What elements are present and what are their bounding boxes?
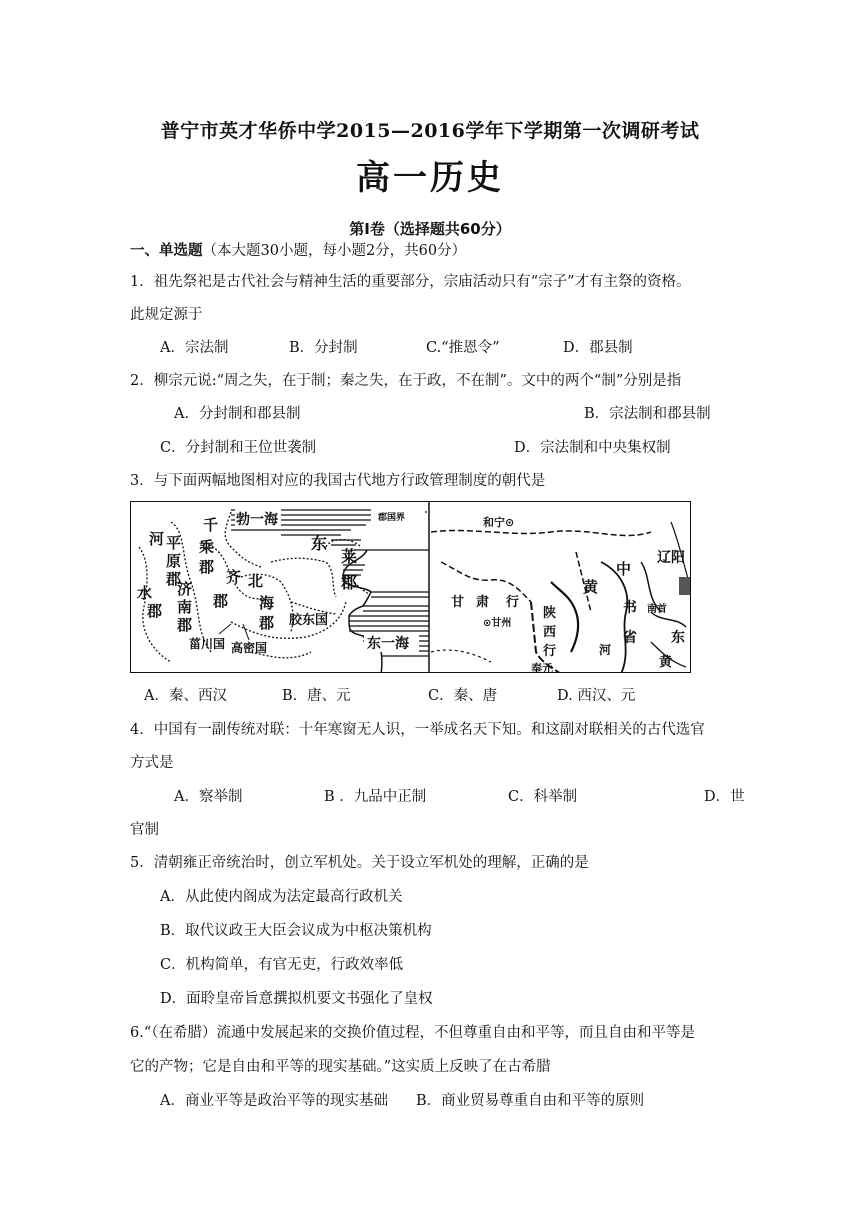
q1-option-a: A．宗法制 xyxy=(160,340,229,356)
map-left-lai: 莱 xyxy=(341,547,358,566)
q4-stem-line1: 4．中国有一副传统对联：十年寒窗无人识，一举成名天下知。和这副对联相关的古代选官 xyxy=(130,722,705,738)
q4-stem-line2: 方式是 xyxy=(130,755,174,771)
q4-option-d-cont: 官制 xyxy=(130,822,159,838)
map-right-shaanxi-1: 陕 xyxy=(543,606,557,621)
part1-heading: 一、单选题 xyxy=(130,242,203,259)
map-left-jiaodong: 胶东国 xyxy=(289,613,329,628)
map-right-huang: 黄 xyxy=(583,578,599,596)
q3-option-c: C．秦、唐 xyxy=(428,688,498,704)
map-right-shaanxi-3: 行 xyxy=(543,644,557,659)
map-right-liaoyang: 辽阳 xyxy=(657,550,685,566)
q2-option-b: B．宗法制和郡县制 xyxy=(584,406,711,422)
section-title: 第Ⅰ卷（选择题共60分） xyxy=(349,220,511,238)
part1-instructions: （本大题30小题，每小题2分，共60分） xyxy=(202,243,467,259)
map-left-lai-jun: 郡 xyxy=(341,573,358,592)
q2-option-a: A．分封制和郡县制 xyxy=(174,406,301,422)
q5-stem: 5．清朝雍正帝统治时，创立军机处。关于设立军机处的理解，正确的是 xyxy=(130,855,589,871)
map-left-hai-jun: 郡 xyxy=(259,614,275,632)
q1-option-d: D．郡县制 xyxy=(563,340,633,356)
q6-option-a: A．商业平等是政治平等的现实基础 xyxy=(160,1093,388,1109)
q4-option-c: C．科举制 xyxy=(508,789,578,805)
q4-option-a: A．察举制 xyxy=(174,789,243,805)
map-right-gansu-3: 行 xyxy=(506,595,520,610)
map-right-sheng: 省 xyxy=(623,630,637,646)
map-left-donghai: 东一海 xyxy=(367,636,409,652)
map-left-nan: 南 xyxy=(177,598,193,616)
school-title: 普宁市英才华侨中学2015—2016学年下学期第一次调研考试 xyxy=(160,120,700,142)
map-right-gansu-1: 甘 xyxy=(451,595,465,610)
map-right-heining: 和宁⊙ xyxy=(483,516,515,529)
map-left-ji: 济 xyxy=(177,580,193,598)
q3-maps xyxy=(130,501,691,673)
q1-stem-line2: 此规定源于 xyxy=(130,307,203,323)
map-left-shui-jun: 郡 xyxy=(147,602,163,620)
map-right-zhong: 中 xyxy=(616,560,632,578)
map-right-ganzhou: ⊙甘州 xyxy=(483,618,512,629)
map-left-bei: 北 xyxy=(248,572,264,590)
q3-option-d: D. 西汉、元 xyxy=(557,688,636,704)
map-left-yuan: 原 xyxy=(166,552,182,570)
map-right xyxy=(431,522,689,673)
map-svg xyxy=(131,502,691,673)
q2-stem: 2．柳宗元说:“周之失，在于制；秦之失，在于政，不在制”。文中的两个“制”分别是指 xyxy=(130,373,682,389)
map-left-border-legend: 郡国界 xyxy=(378,513,406,523)
q3-stem: 3．与下面两幅地图相对应的我国古代地方行政管理制度的朝代是 xyxy=(130,473,546,489)
subject-title: 高一历史 xyxy=(356,158,504,198)
map-left-bohai: 勃一海 xyxy=(236,512,278,528)
q4-option-b: B ．九品中正制 xyxy=(324,789,427,805)
map-left-qi: 齐 xyxy=(226,568,242,586)
q5-option-b: B．取代议政王大臣会议成为中枢决策机构 xyxy=(160,923,432,939)
map-right-nanbian: 南首 xyxy=(647,604,667,615)
map-right-fengyuan: 奉元 xyxy=(531,662,553,674)
q5-option-a: A．从此使内阁成为法定最高行政机关 xyxy=(160,889,403,905)
map-left-qi-jun: 郡 xyxy=(213,592,229,610)
map-left-cheng: 乘 xyxy=(199,538,215,556)
map-right-gansu-2: 肃 xyxy=(476,595,490,610)
map-right-shu: 书 xyxy=(623,600,637,616)
map-left-dong: 东 xyxy=(311,534,328,553)
q3-option-a: A．秦、西汉 xyxy=(144,688,227,704)
map-left-gaomi: 高密国 xyxy=(231,641,268,655)
map-left-shui: 水 xyxy=(137,584,153,602)
q1-option-c: C.“推恩令” xyxy=(426,340,500,356)
map-right-he: 河 xyxy=(599,643,612,657)
q2-option-c: C．分封制和王位世袭制 xyxy=(160,440,317,456)
map-right-huang2: 黄 xyxy=(659,655,673,670)
map-left-zichuan: 菑川国 xyxy=(189,637,226,651)
q1-stem-line1: 1．祖先祭祀是古代社会与精神生活的重要部分，宗庙活动只有“宗子”才有主祭的资格。 xyxy=(130,274,691,290)
q3-option-b: B．唐、元 xyxy=(282,688,351,704)
map-left-yuan-jun: 郡 xyxy=(166,570,182,588)
q6-stem-line2: 它的产物；它是自由和平等的现实基础。”这实质上反映了在古希腊 xyxy=(130,1059,551,1075)
q6-option-b: B．商业贸易尊重自由和平等的原则 xyxy=(416,1093,645,1109)
q6-stem-line1: 6.“（在希腊）流通中发展起来的交换价值过程，不但尊重自由和平等，而且自由和平等是 xyxy=(130,1025,695,1041)
q5-option-d: D．面聆皇帝旨意撰拟机要文书强化了皇权 xyxy=(160,991,433,1007)
q5-option-c: C．机构简单，有官无吏，行政效率低 xyxy=(160,957,404,973)
q1-option-b: B．分封制 xyxy=(289,340,358,356)
map-left-he: 河 xyxy=(149,530,165,548)
q4-option-d: D．世 xyxy=(704,789,745,805)
map-left-ping: 平 xyxy=(166,534,182,552)
map-right-dong: 东 xyxy=(671,630,685,646)
q2-option-d: D．宗法制和中央集权制 xyxy=(514,440,671,456)
map-left-qian: 千 xyxy=(203,516,219,534)
map-left-hai: 海 xyxy=(259,594,275,612)
part1-header xyxy=(130,241,466,261)
map-right-shaanxi-2: 西 xyxy=(543,625,557,640)
map-left-nan-jun: 郡 xyxy=(177,616,193,634)
map-left-cheng-jun: 郡 xyxy=(199,558,215,576)
